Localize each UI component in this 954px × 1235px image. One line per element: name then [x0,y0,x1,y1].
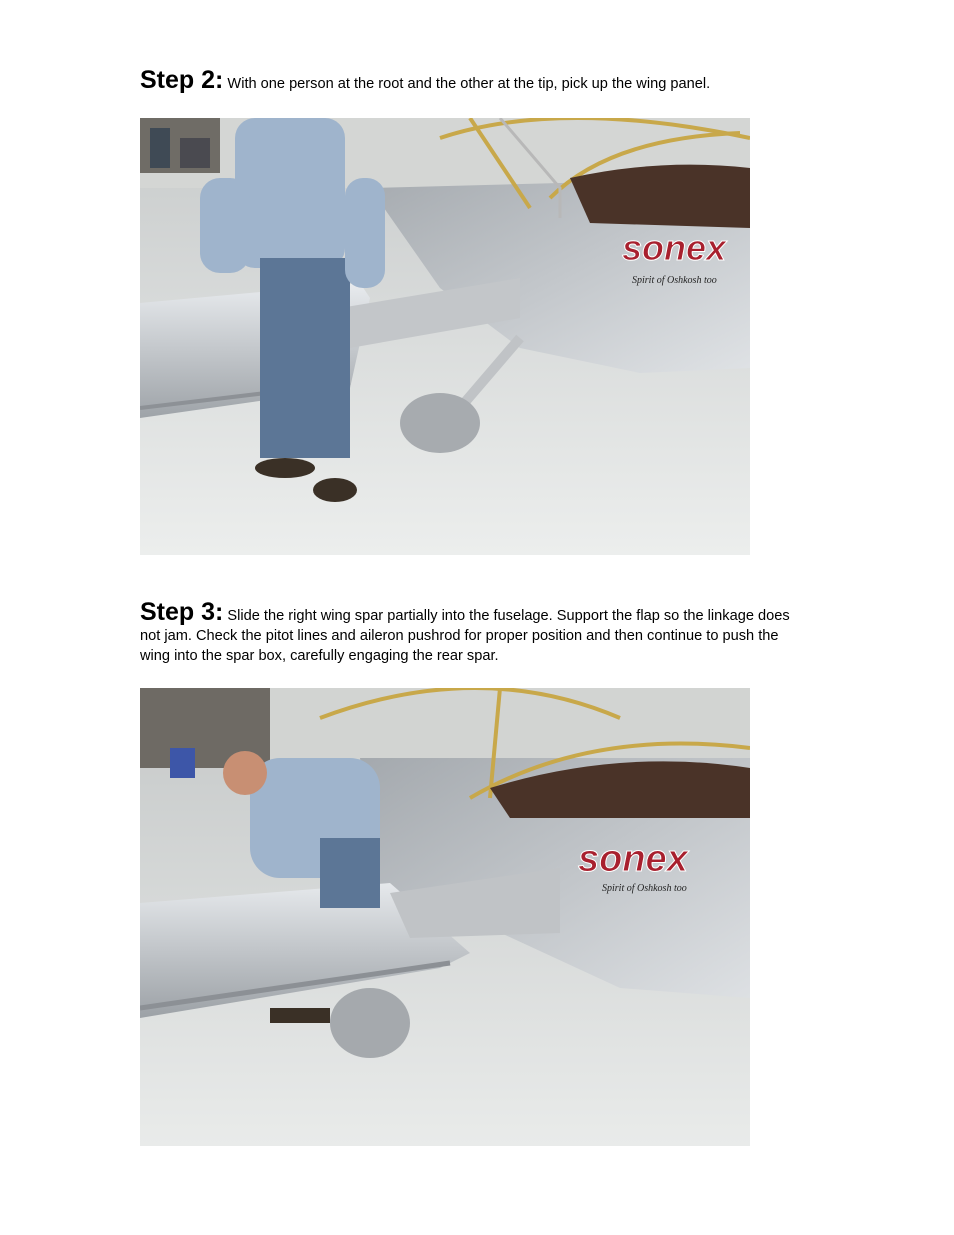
step-2-heading [140,66,810,94]
step-3-photo [140,688,750,1146]
sonex-logo: sonex [622,227,727,268]
step-3-section [140,598,810,666]
step-2-section [140,66,810,94]
person-jeans [260,258,350,458]
sonex-logo: sonex [578,838,688,880]
step-2-label: Step 2: [140,66,224,94]
person-jeans [320,838,380,908]
step-3-label: Step 3: [140,598,224,626]
aircraft-tagline: Spirit of Oshkosh too [632,275,717,286]
step-2-text: With one person at the root and the other at the tip, pick up the wing panel. [227,76,711,92]
step-3-heading [140,598,810,666]
person-shirt [235,118,345,268]
step-3-text: Slide the right wing spar partially into the fuselage. Support the flap so the linkage does not jam. Check the pitot lines and aileron pushrod for proper position and then continue to push the wing into the spar box, carefully engaging the rear spar. [140,608,790,664]
aircraft-tagline: Spirit of Oshkosh too [602,883,687,894]
person-head [223,751,267,795]
step-2-photo [140,118,750,555]
